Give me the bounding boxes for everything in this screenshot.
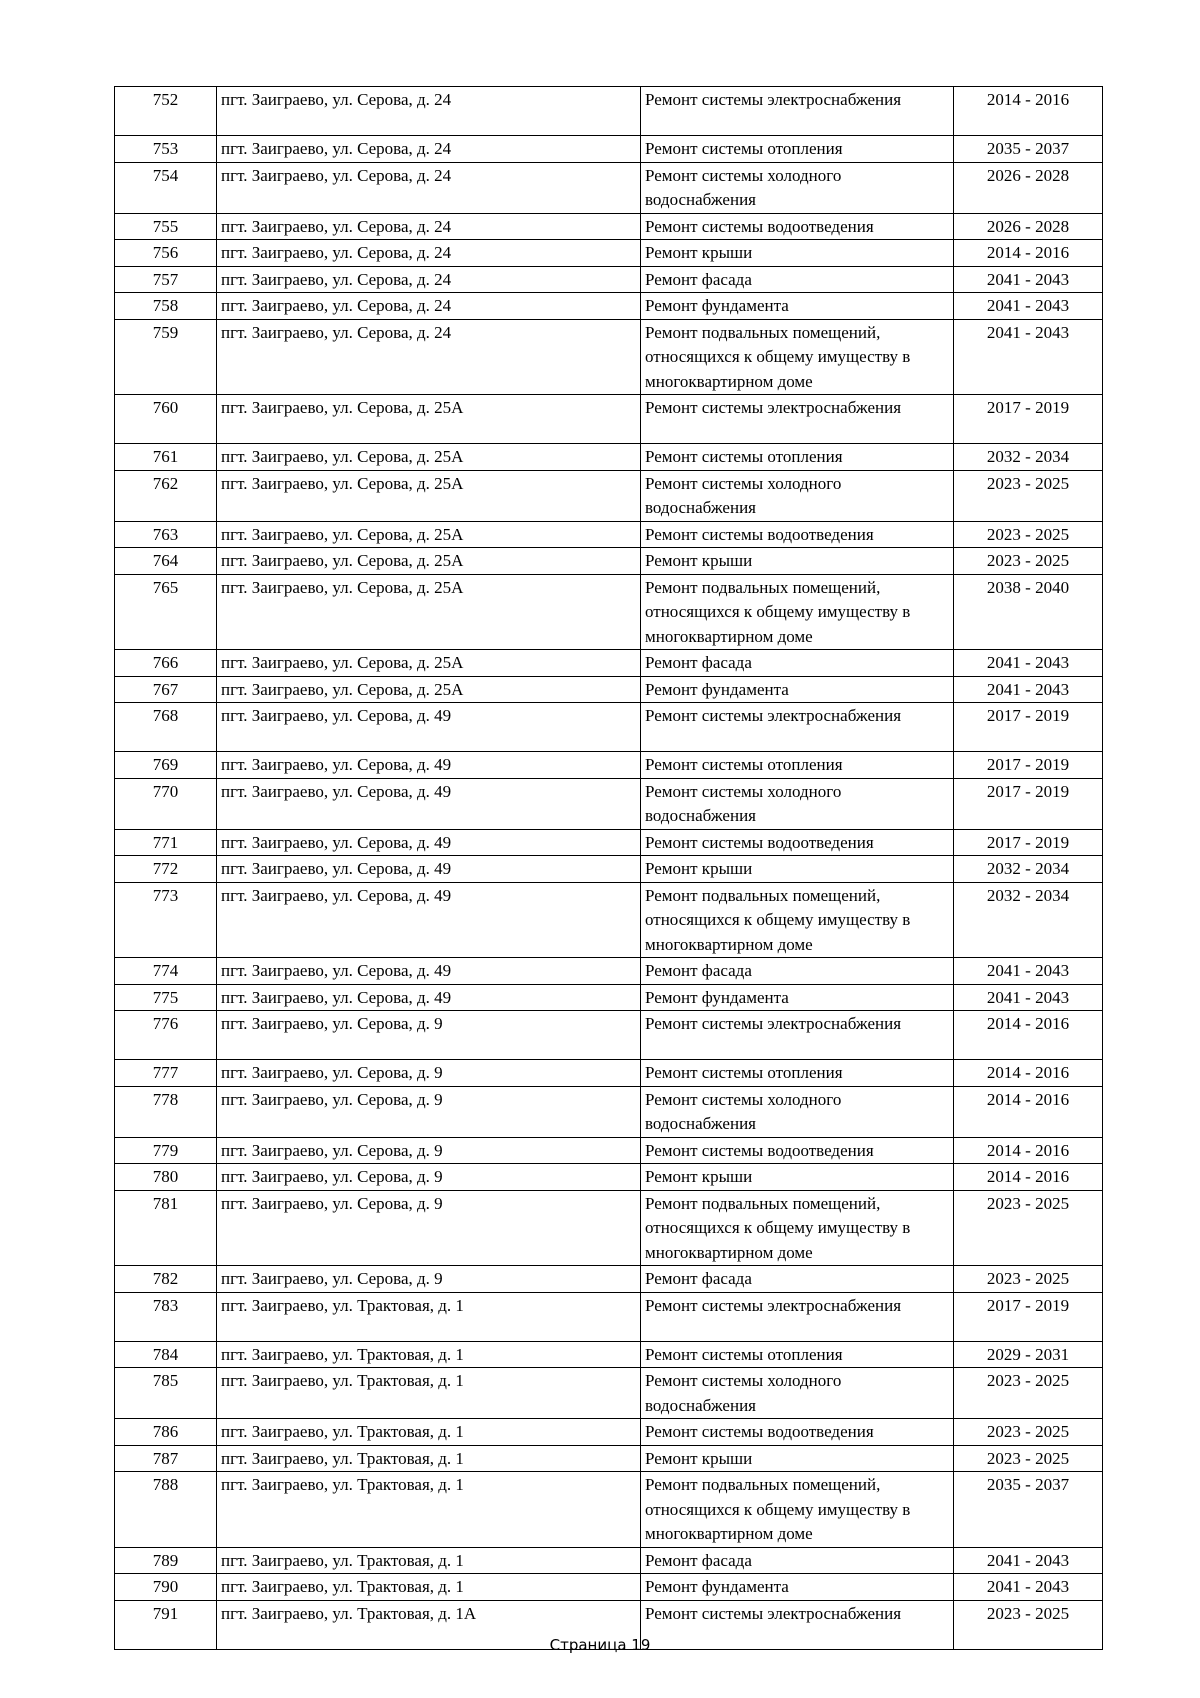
work-type-cell: Ремонт системы электроснабжения <box>641 1011 954 1060</box>
row-number-cell: 772 <box>115 856 217 883</box>
row-number-cell: 769 <box>115 752 217 779</box>
row-number-cell: 765 <box>115 574 217 650</box>
row-number-cell: 780 <box>115 1164 217 1191</box>
work-type-cell: Ремонт системы отопления <box>641 1341 954 1368</box>
work-type-cell: Ремонт системы водоотведения <box>641 1137 954 1164</box>
table-row <box>115 650 1103 677</box>
table-row <box>115 574 1103 650</box>
address-cell: пгт. Заиграево, ул. Трактовая, д. 1А <box>217 1600 641 1649</box>
address-cell: пгт. Заиграево, ул. Трактовая, д. 1 <box>217 1472 641 1548</box>
work-type-cell: Ремонт подвальных помещений, относящихся к общему имуществу в многоквартирном доме <box>641 574 954 650</box>
work-type-cell: Ремонт системы холодного водоснабжения <box>641 162 954 213</box>
work-type-cell: Ремонт крыши <box>641 1445 954 1472</box>
work-type-cell: Ремонт подвальных помещений, относящихся к общему имуществу в многоквартирном доме <box>641 319 954 395</box>
table-row <box>115 521 1103 548</box>
address-cell: пгт. Заиграево, ул. Серова, д. 25А <box>217 676 641 703</box>
address-cell: пгт. Заиграево, ул. Серова, д. 9 <box>217 1086 641 1137</box>
work-type-cell: Ремонт системы водоотведения <box>641 521 954 548</box>
period-cell: 2023 - 2025 <box>954 548 1103 575</box>
period-cell: 2014 - 2016 <box>954 1086 1103 1137</box>
address-cell: пгт. Заиграево, ул. Трактовая, д. 1 <box>217 1419 641 1446</box>
address-cell: пгт. Заиграево, ул. Серова, д. 25А <box>217 574 641 650</box>
table-row <box>115 319 1103 395</box>
work-type-cell: Ремонт фасада <box>641 1266 954 1293</box>
address-cell: пгт. Заиграево, ул. Серова, д. 24 <box>217 213 641 240</box>
row-number-cell: 777 <box>115 1060 217 1087</box>
row-number-cell: 753 <box>115 136 217 163</box>
address-cell: пгт. Заиграево, ул. Серова, д. 9 <box>217 1266 641 1293</box>
table-row <box>115 162 1103 213</box>
period-cell: 2017 - 2019 <box>954 703 1103 752</box>
row-number-cell: 755 <box>115 213 217 240</box>
period-cell: 2029 - 2031 <box>954 1341 1103 1368</box>
row-number-cell: 775 <box>115 984 217 1011</box>
table-row <box>115 395 1103 444</box>
row-number-cell: 767 <box>115 676 217 703</box>
row-number-cell: 790 <box>115 1574 217 1601</box>
period-cell: 2017 - 2019 <box>954 752 1103 779</box>
work-type-cell: Ремонт крыши <box>641 240 954 267</box>
work-type-cell: Ремонт системы электроснабжения <box>641 87 954 136</box>
address-cell: пгт. Заиграево, ул. Трактовая, д. 1 <box>217 1547 641 1574</box>
row-number-cell: 779 <box>115 1137 217 1164</box>
work-type-cell: Ремонт системы электроснабжения <box>641 703 954 752</box>
work-type-cell: Ремонт подвальных помещений, относящихся к общему имуществу в многоквартирном доме <box>641 882 954 958</box>
address-cell: пгт. Заиграево, ул. Серова, д. 24 <box>217 162 641 213</box>
work-type-cell: Ремонт крыши <box>641 1164 954 1191</box>
period-cell: 2035 - 2037 <box>954 136 1103 163</box>
work-type-cell: Ремонт системы отопления <box>641 752 954 779</box>
period-cell: 2032 - 2034 <box>954 444 1103 471</box>
work-type-cell: Ремонт системы отопления <box>641 136 954 163</box>
address-cell: пгт. Заиграево, ул. Серова, д. 24 <box>217 240 641 267</box>
table-row <box>115 136 1103 163</box>
address-cell: пгт. Заиграево, ул. Серова, д. 25А <box>217 444 641 471</box>
work-type-cell: Ремонт системы водоотведения <box>641 1419 954 1446</box>
work-type-cell: Ремонт системы холодного водоснабжения <box>641 778 954 829</box>
table-row <box>115 882 1103 958</box>
row-number-cell: 760 <box>115 395 217 444</box>
period-cell: 2041 - 2043 <box>954 958 1103 985</box>
address-cell: пгт. Заиграево, ул. Трактовая, д. 1 <box>217 1341 641 1368</box>
work-type-cell: Ремонт системы холодного водоснабжения <box>641 470 954 521</box>
period-cell: 2026 - 2028 <box>954 162 1103 213</box>
table-row <box>115 1292 1103 1341</box>
address-cell: пгт. Заиграево, ул. Трактовая, д. 1 <box>217 1574 641 1601</box>
work-type-cell: Ремонт фундамента <box>641 984 954 1011</box>
address-cell: пгт. Заиграево, ул. Серова, д. 49 <box>217 856 641 883</box>
period-cell: 2041 - 2043 <box>954 676 1103 703</box>
address-cell: пгт. Заиграево, ул. Серова, д. 49 <box>217 829 641 856</box>
period-cell: 2041 - 2043 <box>954 1574 1103 1601</box>
row-number-cell: 784 <box>115 1341 217 1368</box>
table-row <box>115 1368 1103 1419</box>
page-footer <box>0 1636 1200 1654</box>
address-cell: пгт. Заиграево, ул. Серова, д. 9 <box>217 1011 641 1060</box>
row-number-cell: 776 <box>115 1011 217 1060</box>
row-number-cell: 752 <box>115 87 217 136</box>
work-type-cell: Ремонт системы электроснабжения <box>641 395 954 444</box>
address-cell: пгт. Заиграево, ул. Серова, д. 49 <box>217 882 641 958</box>
work-type-cell: Ремонт крыши <box>641 548 954 575</box>
address-cell: пгт. Заиграево, ул. Трактовая, д. 1 <box>217 1445 641 1472</box>
work-type-cell: Ремонт фундамента <box>641 293 954 320</box>
address-cell: пгт. Заиграево, ул. Серова, д. 25А <box>217 470 641 521</box>
table-row <box>115 293 1103 320</box>
period-cell: 2026 - 2028 <box>954 213 1103 240</box>
address-cell: пгт. Заиграево, ул. Серова, д. 9 <box>217 1190 641 1266</box>
table-row <box>115 1190 1103 1266</box>
table-row <box>115 1574 1103 1601</box>
table-row <box>115 958 1103 985</box>
table-row <box>115 548 1103 575</box>
row-number-cell: 756 <box>115 240 217 267</box>
row-number-cell: 786 <box>115 1419 217 1446</box>
row-number-cell: 785 <box>115 1368 217 1419</box>
address-cell: пгт. Заиграево, ул. Серова, д. 25А <box>217 395 641 444</box>
address-cell: пгт. Заиграево, ул. Серова, д. 49 <box>217 752 641 779</box>
row-number-cell: 774 <box>115 958 217 985</box>
row-number-cell: 754 <box>115 162 217 213</box>
table-row <box>115 1060 1103 1087</box>
period-cell: 2014 - 2016 <box>954 1137 1103 1164</box>
work-type-cell: Ремонт подвальных помещений, относящихся к общему имуществу в многоквартирном доме <box>641 1190 954 1266</box>
row-number-cell: 778 <box>115 1086 217 1137</box>
work-type-cell: Ремонт крыши <box>641 856 954 883</box>
period-cell: 2014 - 2016 <box>954 240 1103 267</box>
table-row <box>115 1011 1103 1060</box>
work-type-cell: Ремонт системы холодного водоснабжения <box>641 1086 954 1137</box>
period-cell: 2023 - 2025 <box>954 1419 1103 1446</box>
period-cell: 2035 - 2037 <box>954 1472 1103 1548</box>
work-type-cell: Ремонт фундамента <box>641 1574 954 1601</box>
row-number-cell: 773 <box>115 882 217 958</box>
period-cell: 2017 - 2019 <box>954 829 1103 856</box>
row-number-cell: 781 <box>115 1190 217 1266</box>
period-cell: 2017 - 2019 <box>954 395 1103 444</box>
period-cell: 2041 - 2043 <box>954 984 1103 1011</box>
row-number-cell: 768 <box>115 703 217 752</box>
address-cell: пгт. Заиграево, ул. Серова, д. 9 <box>217 1137 641 1164</box>
period-cell: 2014 - 2016 <box>954 87 1103 136</box>
work-type-cell: Ремонт подвальных помещений, относящихся к общему имуществу в многоквартирном доме <box>641 1472 954 1548</box>
work-type-cell: Ремонт системы электроснабжения <box>641 1600 954 1649</box>
address-cell: пгт. Заиграево, ул. Серова, д. 49 <box>217 958 641 985</box>
address-cell: пгт. Заиграево, ул. Серова, д. 49 <box>217 984 641 1011</box>
address-cell: пгт. Заиграево, ул. Серова, д. 24 <box>217 319 641 395</box>
work-type-cell: Ремонт системы отопления <box>641 1060 954 1087</box>
row-number-cell: 789 <box>115 1547 217 1574</box>
table-row <box>115 1266 1103 1293</box>
period-cell: 2041 - 2043 <box>954 650 1103 677</box>
table-row <box>115 87 1103 136</box>
row-number-cell: 757 <box>115 266 217 293</box>
period-cell: 2017 - 2019 <box>954 778 1103 829</box>
period-cell: 2041 - 2043 <box>954 319 1103 395</box>
period-cell: 2023 - 2025 <box>954 521 1103 548</box>
row-number-cell: 783 <box>115 1292 217 1341</box>
row-number-cell: 766 <box>115 650 217 677</box>
row-number-cell: 791 <box>115 1600 217 1649</box>
period-cell: 2014 - 2016 <box>954 1060 1103 1087</box>
work-type-cell: Ремонт фасада <box>641 1547 954 1574</box>
work-type-cell: Ремонт системы водоотведения <box>641 829 954 856</box>
period-cell: 2023 - 2025 <box>954 1368 1103 1419</box>
row-number-cell: 788 <box>115 1472 217 1548</box>
work-type-cell: Ремонт системы отопления <box>641 444 954 471</box>
address-cell: пгт. Заиграево, ул. Трактовая, д. 1 <box>217 1368 641 1419</box>
row-number-cell: 787 <box>115 1445 217 1472</box>
table-row <box>115 984 1103 1011</box>
row-number-cell: 764 <box>115 548 217 575</box>
work-type-cell: Ремонт системы электроснабжения <box>641 1292 954 1341</box>
row-number-cell: 759 <box>115 319 217 395</box>
table-row <box>115 856 1103 883</box>
work-type-cell: Ремонт системы холодного водоснабжения <box>641 1368 954 1419</box>
period-cell: 2014 - 2016 <box>954 1011 1103 1060</box>
table-row <box>115 1547 1103 1574</box>
table-row <box>115 1445 1103 1472</box>
address-cell: пгт. Заиграево, ул. Серова, д. 24 <box>217 293 641 320</box>
period-cell: 2038 - 2040 <box>954 574 1103 650</box>
work-type-cell: Ремонт фундамента <box>641 676 954 703</box>
table-row <box>115 1341 1103 1368</box>
table-row <box>115 1472 1103 1548</box>
row-number-cell: 763 <box>115 521 217 548</box>
period-cell: 2032 - 2034 <box>954 882 1103 958</box>
table-row <box>115 470 1103 521</box>
address-cell: пгт. Заиграево, ул. Серова, д. 9 <box>217 1060 641 1087</box>
table-row <box>115 444 1103 471</box>
address-cell: пгт. Заиграево, ул. Трактовая, д. 1 <box>217 1292 641 1341</box>
row-number-cell: 758 <box>115 293 217 320</box>
address-cell: пгт. Заиграево, ул. Серова, д. 25А <box>217 521 641 548</box>
table-row <box>115 703 1103 752</box>
table-row <box>115 676 1103 703</box>
period-cell: 2032 - 2034 <box>954 856 1103 883</box>
table-row <box>115 213 1103 240</box>
page-number-label: Страница 19 <box>549 1636 651 1654</box>
period-cell: 2023 - 2025 <box>954 1190 1103 1266</box>
work-type-cell: Ремонт фасада <box>641 958 954 985</box>
table-body <box>115 87 1103 1650</box>
table-row <box>115 1086 1103 1137</box>
table-row <box>115 266 1103 293</box>
period-cell: 2041 - 2043 <box>954 293 1103 320</box>
address-cell: пгт. Заиграево, ул. Серова, д. 49 <box>217 778 641 829</box>
address-cell: пгт. Заиграево, ул. Серова, д. 24 <box>217 87 641 136</box>
period-cell: 2023 - 2025 <box>954 1266 1103 1293</box>
table-row <box>115 1164 1103 1191</box>
period-cell: 2023 - 2025 <box>954 1445 1103 1472</box>
row-number-cell: 771 <box>115 829 217 856</box>
period-cell: 2041 - 2043 <box>954 1547 1103 1574</box>
period-cell: 2014 - 2016 <box>954 1164 1103 1191</box>
row-number-cell: 761 <box>115 444 217 471</box>
table-row <box>115 752 1103 779</box>
table-row <box>115 778 1103 829</box>
work-type-cell: Ремонт фасада <box>641 266 954 293</box>
period-cell: 2017 - 2019 <box>954 1292 1103 1341</box>
row-number-cell: 770 <box>115 778 217 829</box>
repair-schedule-table <box>114 86 1103 1650</box>
address-cell: пгт. Заиграево, ул. Серова, д. 25А <box>217 650 641 677</box>
work-type-cell: Ремонт системы водоотведения <box>641 213 954 240</box>
period-cell: 2041 - 2043 <box>954 266 1103 293</box>
address-cell: пгт. Заиграево, ул. Серова, д. 9 <box>217 1164 641 1191</box>
table-row <box>115 240 1103 267</box>
row-number-cell: 782 <box>115 1266 217 1293</box>
period-cell: 2023 - 2025 <box>954 470 1103 521</box>
table-row <box>115 829 1103 856</box>
address-cell: пгт. Заиграево, ул. Серова, д. 49 <box>217 703 641 752</box>
address-cell: пгт. Заиграево, ул. Серова, д. 25А <box>217 548 641 575</box>
address-cell: пгт. Заиграево, ул. Серова, д. 24 <box>217 266 641 293</box>
table-row <box>115 1419 1103 1446</box>
period-cell: 2023 - 2025 <box>954 1600 1103 1649</box>
row-number-cell: 762 <box>115 470 217 521</box>
address-cell: пгт. Заиграево, ул. Серова, д. 24 <box>217 136 641 163</box>
table-row <box>115 1137 1103 1164</box>
work-type-cell: Ремонт фасада <box>641 650 954 677</box>
